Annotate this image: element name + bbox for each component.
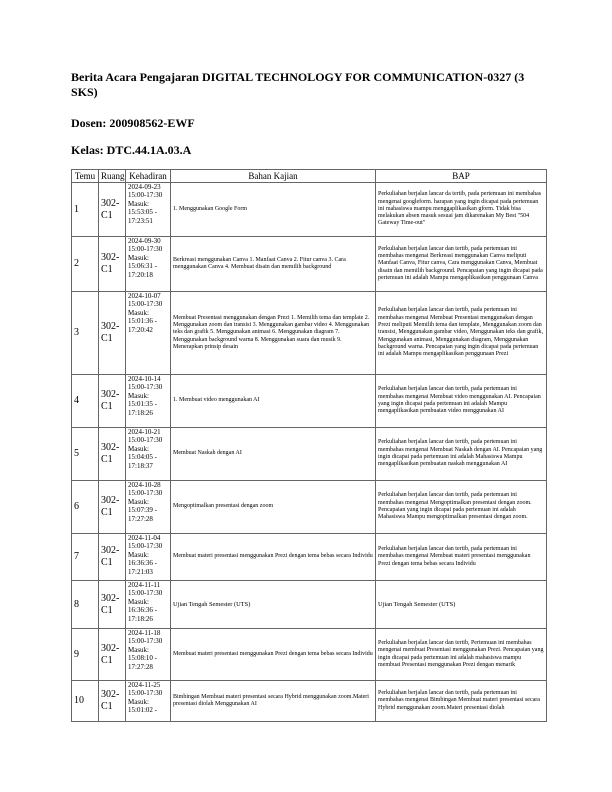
cell-temu: 10	[72, 681, 99, 722]
table-row	[72, 681, 547, 722]
cell-ruang: 302-C1	[99, 581, 126, 629]
cell-temu: 8	[72, 581, 99, 629]
cell-temu: 2	[72, 237, 99, 292]
cell-bahan-kajian: 1. Membuat video menggunakan AI	[171, 375, 376, 428]
cell-kehadiran: 2024-09-30 15:00-17:30 Masuk: 15:06:31 - 17:20:18	[126, 237, 171, 292]
table-row	[72, 292, 547, 375]
cell-kehadiran: 2024-09-23 15:00-17:30 Masuk: 15:53:05 - 17:23:51	[126, 183, 171, 237]
cell-bap: Perkuliahan berjalan lancar dan tertib, Pertemuan ini membahas mengenai membuat Presentasi menggunakan Prezi. Pencapaian yang ingin dicapai pada pertemuan ini adalah mahasiswa mampu membuat Presentasi menggunakan Prezi dengan menarik	[376, 629, 547, 681]
cell-bap: Perkuliahan berjalan lancar dan tertib, pada pertemuan ini membahas mengenai Mengoptimalkan presentasi dengan zoom. Pencapaian yang ingin dicapai pada pertemuan ini adalah Mahasiswa Mampu mengoptimalkan presentasi dengan zoom.	[376, 481, 547, 534]
cell-temu: 1	[72, 183, 99, 237]
cell-kehadiran: 2024-10-14 15:00-17:30 Masuk: 15:01:35 - 17:18:26	[126, 375, 171, 428]
cell-bap: Perkuliahan berjalan lancar dan tertib, pada pertemuan ini membahas mengenai Membuat materi presentasi menggunakan Prezi dengan tema bebas secara Individu	[376, 534, 547, 581]
header-bahan-kajian: Bahan Kajian	[171, 170, 376, 183]
table-row	[72, 237, 547, 292]
cell-bap: Ujian Tengah Semester (UTS)	[376, 581, 547, 629]
table-row	[72, 375, 547, 428]
cell-ruang: 302-C1	[99, 292, 126, 375]
cell-kehadiran: 2024-11-04 15:00-17:30 Masuk: 16:36:36 - 17:21:03	[126, 534, 171, 581]
cell-ruang: 302-C1	[99, 481, 126, 534]
header-ruang: Ruang	[99, 170, 126, 183]
cell-bap: Perkuliahan berjalan lancar dan tertib, pada pertemuan ini membahas mengenai Bimbingan Membuat materi presentasi secara Hybrid menggunakan zoom.Materi presentasi diolah	[376, 681, 547, 722]
cell-bahan-kajian: Mengoptimalkan presentasi dengan zoom	[171, 481, 376, 534]
table-row	[72, 183, 547, 237]
cell-ruang: 302-C1	[99, 629, 126, 681]
header-bap: BAP	[376, 170, 547, 183]
cell-temu: 7	[72, 534, 99, 581]
table-row	[72, 428, 547, 481]
lecturer-label: Dosen: 200908562-EWF	[71, 116, 195, 130]
cell-bahan-kajian: Membuat materi presentasi menggunakan Prezi dengan tema bebas secara Individu	[171, 629, 376, 681]
cell-temu: 6	[72, 481, 99, 534]
cell-temu: 3	[72, 292, 99, 375]
class-label: Kelas: DTC.44.1A.03.A	[71, 143, 192, 157]
header-kehadiran: Kehadiran	[126, 170, 171, 183]
cell-temu: 9	[72, 629, 99, 681]
document-title: Berita Acara Pengajaran DIGITAL TECHNOLOGY FOR COMMUNICATION-0327 (3 SKS)	[71, 70, 525, 99]
cell-bap: Perkuliahan berjalan lancar dan tertib, pada pertemuan ini membahas mengenai Membuat Naskah dengan AI. Pencapaian yang ingin dicapai pada pertemuan ini adalah Mahasiswa Mampu mengaplikasikan pembuatan naskah menggunakan AI	[376, 428, 547, 481]
cell-kehadiran: 2024-10-07 15:00-17:30 Masuk: 15:01:36 - 17:20:42	[126, 292, 171, 375]
cell-ruang: 302-C1	[99, 681, 126, 722]
cell-ruang: 302-C1	[99, 237, 126, 292]
cell-bahan-kajian: Membuat materi presentasi menggunakan Prezi dengan tema bebas secara Individu	[171, 534, 376, 581]
table-row	[72, 629, 547, 681]
cell-bap: Perkuliahan berjalan lancar dan tertib, pada pertemuan ini membahas mengenai Berkreasi menggunakan Canva meliputi Manfaat Canva, Fitur canva, Cara menggunakan Canva, Membuat disain dan memilih background. Pencapaian yang ingin dicapai pada pertemuan ini adalah Mampu mengaplikasikan penggunaan Canva	[376, 237, 547, 292]
cell-bahan-kajian: Ujian Tengah Semester (UTS)	[171, 581, 376, 629]
cell-bap: Perkuliahan berjalan lancar da tertib, pada pertemuan ini membahas mengenai googleform. harapan yang ingin dicapai pada pertemuan ini mahasiswa mampu menggaplikasikan gform. Tidak bisa melakukan absen masuk sesuai jam dikarenakan My Best "504 Gateway Time-out"	[376, 183, 547, 237]
cell-bahan-kajian: Bimbingan Membuat materi presentasi secara Hybrid menggunakan zoom.Materi presentasi diolah Menggunakan AI	[171, 681, 376, 722]
table-header-row	[72, 170, 547, 183]
cell-ruang: 302-C1	[99, 183, 126, 237]
cell-kehadiran: 2024-10-28 15:00-17:30 Masuk: 15:07:39 - 17:27:28	[126, 481, 171, 534]
table-row	[72, 581, 547, 629]
cell-bahan-kajian: 1. Menggunakan Google Form	[171, 183, 376, 237]
cell-bahan-kajian: Berkreasi menggunakan Canva 1. Manfaat Canva 2. Fitur canva 3. Cara menggunakan Canva 4. Membuat disain dan memilih background	[171, 237, 376, 292]
cell-kehadiran: 2024-11-11 15:00-17:30 Masuk: 16:36:36 - 17:18:26	[126, 581, 171, 629]
table-row	[72, 481, 547, 534]
header-temu: Temu	[72, 170, 99, 183]
cell-bahan-kajian: Membuat Naskah dengan AI	[171, 428, 376, 481]
cell-kehadiran: 2024-11-25 15:00-17:30 Masuk: 15:01:02 -	[126, 681, 171, 722]
cell-kehadiran: 2024-10-21 15:00-17:30 Masuk: 15:04:05 - 17:18:37	[126, 428, 171, 481]
table-row	[72, 534, 547, 581]
cell-ruang: 302-C1	[99, 534, 126, 581]
cell-ruang: 302-C1	[99, 375, 126, 428]
cell-temu: 5	[72, 428, 99, 481]
teaching-report-table	[71, 169, 547, 722]
cell-ruang: 302-C1	[99, 428, 126, 481]
cell-kehadiran: 2024-11-18 15:00-17:30 Masuk: 15:08:10 - 17:27:28	[126, 629, 171, 681]
cell-temu: 4	[72, 375, 99, 428]
cell-bap: Perkuliahan berjalan lancar dan tertib, pada pertemuan ini membahas mengenai Membuat video menggunakan AI. Pencapaian yang ingin dicapai pada pertemuan ini adalah Mampu mengaplikasikan pembuatan video menggunakan AI	[376, 375, 547, 428]
cell-bahan-kajian: Membuat Presentasi menggunakan dengan Prezi 1. Memilih tema dan template 2. Menggunakan zoom dan transisi 3. Menggunakan gambar video 4. Menggunakan teks dan grafik 5. Menggunakan animasi 6. Menggunakan diagram 7. Menggunakan background warna 8. Menggunakan suara dan musik 9. Menerapkan prinsip desain	[171, 292, 376, 375]
cell-bap: Perkuliahan berjalan lancar dan tertib, pada pertemuan ini membahas mengenai Membuat Presentasi menggunakan dengan Prezi meliputi Memilih tema dan template, Menggunakan zoom dan transisi, Menggunakan gambar video, Menggunakan teks dan grafik, Menggunakan animasi, Menggunakan diagram, Menggunakan background warna. Pencapaian yang ingin dicapai pada pertemuan ini adalah Mampu mengaplikasikan penggunaan Prezi	[376, 292, 547, 375]
